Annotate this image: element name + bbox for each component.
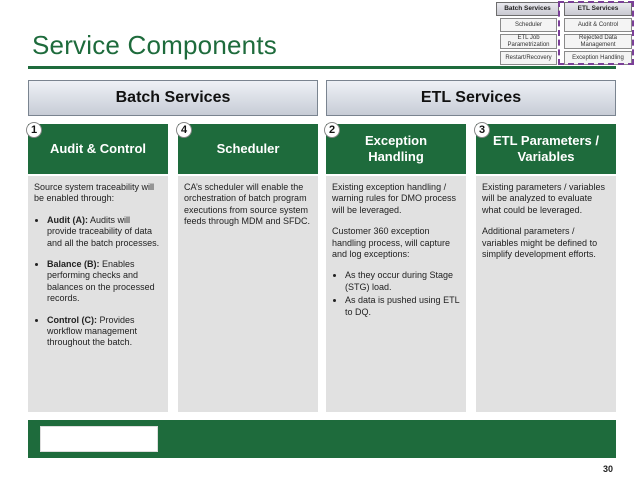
minimap-cell-scheduler: Scheduler [500, 18, 557, 32]
column-scheduler [178, 124, 318, 412]
step-number-badge: 1 [26, 122, 42, 138]
column-title: ETL Parameters / Variables [493, 133, 599, 164]
bullet-text: Enables performing checks and balances on the processed records. [47, 259, 155, 304]
column-intro: Source system traceability will be enabled through: [34, 182, 155, 204]
minimap-header-etl: ETL Services [564, 2, 632, 16]
list-item: • As they occur during Stage (STG) load. [345, 270, 460, 293]
list-item: • As data is pushed using ETL to DQ. [345, 295, 460, 318]
footer-logo-placeholder [40, 426, 158, 452]
column-title: Scheduler [216, 141, 280, 156]
column-intro: Existing exception handling / warning rules for DMO process will be leveraged. [332, 182, 457, 215]
column-body [28, 174, 168, 412]
column-exception-handling [326, 124, 466, 412]
minimap-highlight [558, 1, 634, 65]
column-title: Audit & Control [49, 141, 147, 156]
column-body [476, 174, 616, 412]
footer-bar [28, 420, 616, 458]
minimap-cell-etl-job: ETL Job Parametrization [500, 34, 557, 49]
column-paragraph: Additional parameters / variables might be defined to simplify development efforts. [482, 226, 598, 260]
column-header [28, 124, 168, 174]
column-body [326, 174, 466, 412]
bullet-list [332, 270, 460, 318]
minimap-cell-exception-handling: Exception Handling [564, 51, 632, 65]
column-body [178, 174, 318, 412]
column-audit-control [28, 124, 168, 412]
list-item [47, 215, 162, 249]
bullet-term: Audit (A): [47, 214, 88, 225]
minimap-header-batch: Batch Services [496, 2, 559, 16]
minimap-cell-audit-control: Audit & Control [564, 18, 632, 32]
section-etl-services: ETL Services [326, 80, 616, 116]
step-number-badge: 3 [474, 122, 490, 138]
list-item [47, 259, 162, 305]
step-number-badge: 2 [324, 122, 340, 138]
section-batch-services: Batch Services [28, 80, 318, 116]
minimap-cell-restart-recovery: Restart/Recovery [500, 51, 557, 65]
bullet-term: Balance (B): [47, 259, 100, 270]
bullet-text: Provides workflow management throughout the batch. [47, 314, 138, 348]
page-title: Service Components [32, 30, 277, 60]
column-title: Exception Handling [364, 133, 428, 164]
column-paragraph: Customer 360 exception handling process, will capture and log exceptions: [332, 226, 451, 260]
column-header [178, 124, 318, 174]
page-number: 30 [603, 464, 614, 474]
column-etl-parameters [476, 124, 616, 412]
column-header [326, 124, 466, 174]
minimap-cell-rejected-data: Rejected Data Management [564, 34, 632, 49]
navigation-minimap [496, 2, 634, 64]
list-item [47, 315, 162, 349]
column-intro: CA’s scheduler will enable the orchestration of batch program executions from source system feeds through MDM and SFDC. [184, 182, 311, 227]
bullet-term: Control (C): [47, 314, 97, 325]
column-header [476, 124, 616, 174]
bullet-list [34, 215, 162, 349]
step-number-badge: 4 [176, 122, 192, 138]
bullet-text: Audits will provide traceability of data and all the batch processes. [47, 214, 160, 248]
column-intro: Existing parameters / variables will be analyzed to evaluate what could be leveraged. [482, 182, 606, 215]
title-divider [28, 66, 616, 69]
